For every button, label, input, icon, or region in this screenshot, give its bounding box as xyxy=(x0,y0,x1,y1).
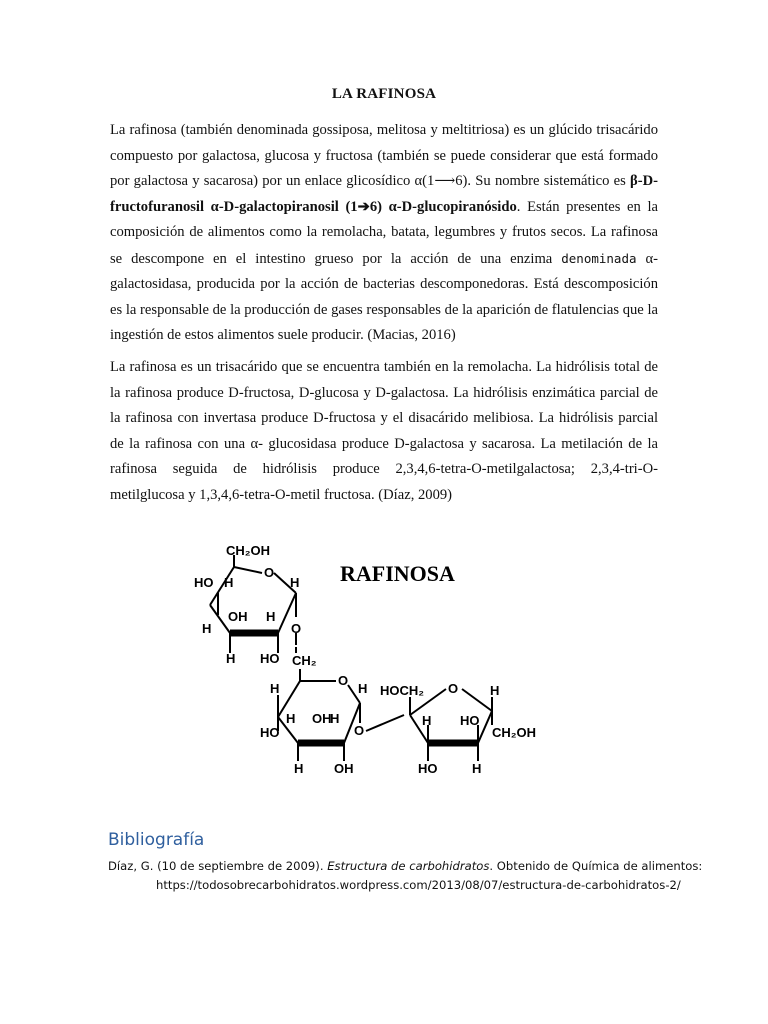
bibliography-entry xyxy=(108,857,716,895)
label-h-8: H xyxy=(286,711,296,726)
monospace-word: denominada xyxy=(561,250,637,266)
label-h-1: H xyxy=(224,575,234,590)
label-h-10: H xyxy=(294,761,304,776)
label-ho-4: HO xyxy=(460,713,480,728)
label-glycosidic-oxygen: O xyxy=(291,621,302,636)
label-hoch2: HOCH₂ xyxy=(380,683,425,698)
label-ch2-linker: CH₂ xyxy=(292,653,317,668)
raffinose-structure-diagram xyxy=(190,535,590,785)
label-ring-oxygen-3: O xyxy=(448,681,459,696)
label-h-13: H xyxy=(472,761,482,776)
label-h-9: H xyxy=(330,711,340,726)
label-ch2oh-right: CH₂OH xyxy=(492,725,537,740)
label-oh-2: OH xyxy=(312,711,332,726)
paragraph-2: La rafinosa es un trisacárido que se encuentra también en la remolacha. La hidrólisis total de la rafinosa produce D-fructosa, D-glucosa y D-galactosa. La hidrólisis enzimática parcial de la rafinosa con invertasa produce D-fructosa y el disacárido melibiosa. La hidrólisis parcial de la rafinosa con una α- glucosidasa produce D-galactosa y sacarosa. La metilación de la rafinosa seguida de hidrólisis produce 2,3,4,6-tetra-O-metilgalactosa; 2,3,4-tri-O-metilglucosa y 1,3,4,6-tetra-O-metil fructosa. (Díaz, 2009) xyxy=(110,359,658,503)
label-h-7: H xyxy=(358,681,368,696)
label-oh-1: OH xyxy=(228,609,248,624)
label-ho-2: HO xyxy=(260,651,280,666)
paragraph-1-part-1: La rafinosa (también denominada gossiposa, melitosa y meltitriosa) es un glúcido trisacárido compuesto por galactosa, glucosa y fructosa (también se puede considerar que está formado por galactosa y sacarosa) por un enlace glicosídico α(1⟶6). Su nombre sistemático es xyxy=(110,122,658,189)
galactose-ring xyxy=(194,543,301,666)
paragraph-1 xyxy=(110,118,658,349)
label-h-6: H xyxy=(270,681,280,696)
label-h-3: H xyxy=(266,609,276,624)
raffinose-structure-figure xyxy=(190,535,590,785)
figure-caption: RAFINOSA xyxy=(340,561,455,586)
bibliography-authors-date: Díaz, G. (10 de septiembre de 2009). xyxy=(108,859,328,873)
systematic-name: β-D-fructofuranosil α-D-galactopiranosil (1➔6) α-D-glucopiranósido xyxy=(110,173,658,215)
bibliography-heading: Bibliografía xyxy=(108,830,205,850)
label-h-11: H xyxy=(490,683,500,698)
bibliography-title: Estructura de carbohidratos xyxy=(327,859,490,873)
paragraph-1-part-3: α-galactosidasa, producida por la acción de bacterias descomponedoras. Está descomposición es la responsable de la producción de gases responsables de la aparición de flatulencias que la ingestión de estos alimentos suele producir. (Macias, 2016) xyxy=(110,250,658,343)
label-ch2oh-top: CH₂OH xyxy=(226,543,271,558)
glucose-ring xyxy=(260,673,367,776)
label-h-12: H xyxy=(422,713,432,728)
label-ho-5: HO xyxy=(418,761,438,776)
label-h-4: H xyxy=(202,621,212,636)
label-ring-oxygen-2: O xyxy=(338,673,349,688)
label-h-2: H xyxy=(290,575,300,590)
label-ring-oxygen-1: O xyxy=(264,565,275,580)
label-ho-1: HO xyxy=(194,575,214,590)
label-ho-3: HO xyxy=(260,725,280,740)
bibliography-source: . Obtenido de Química de alimentos: https://todosobrecarbohidratos.wordpress.com/2013/08/07/estructura-de-carbohidratos-2/ xyxy=(156,859,703,892)
paragraph-1-part-2: . Están presentes en la composición de alimentos como la remolacha, batata, legumbres y frutos secos. La rafinosa se descompone en el intestino grueso por la acción de una enzima xyxy=(110,198,658,267)
label-bridge-oxygen: O xyxy=(354,723,365,738)
fructose-ring xyxy=(380,681,536,776)
label-oh-3: OH xyxy=(334,761,354,776)
document-title: LA RAFINOSA xyxy=(331,86,437,102)
label-h-5: H xyxy=(226,651,236,666)
